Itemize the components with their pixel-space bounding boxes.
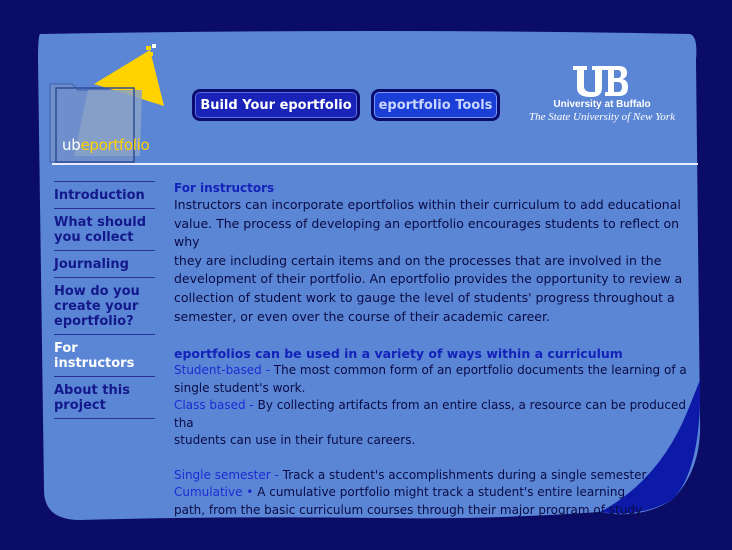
main-content [174, 181, 702, 519]
definition-text: By collecting artifacts from an entire class, a resource can be produced tha [174, 398, 687, 430]
definition-text: A cumulative portfolio might track a student's entire learning [253, 485, 626, 500]
uses-section [174, 345, 702, 519]
definition-term: Class based - [174, 398, 254, 413]
sidebar-nav [54, 181, 155, 419]
definition-cumulative [174, 484, 702, 519]
definition-student-based [174, 362, 702, 397]
sidebar-item-what-should-you-collect[interactable]: What should you collect [54, 208, 155, 250]
intro-paragraph [174, 196, 702, 326]
definition-single-semester [174, 467, 702, 485]
university-name: University at Buffalo [553, 99, 651, 110]
definition-class-based [174, 397, 702, 450]
eportfolio-tools-button[interactable]: eportfolio Tools [371, 89, 500, 121]
intro-line: development of their portfolio. An eportfolio provides the opportunity to review a [174, 271, 683, 287]
definition-text: single student's work. [174, 380, 306, 395]
definition-text: students can use in their future careers. [174, 433, 416, 448]
header-divider [52, 163, 698, 165]
intro-line: value. The process of developing an eportfolio encourages students to reflect on why [174, 215, 680, 250]
spacer [174, 450, 702, 467]
definition-term: Single semester - [174, 467, 279, 482]
logo-suffix: eportfolio [80, 136, 150, 154]
sidebar-item-for-instructors[interactable]: For instructors [54, 334, 155, 376]
definition-text: The most common form of an eportfolio documents the learning of a [269, 363, 687, 378]
university-subtitle: The State University of New York [529, 111, 675, 123]
intro-line: Instructors can incorporate eportfolios within their curriculum to add educational [174, 197, 681, 212]
sidebar-item-about-project[interactable]: About this project [54, 376, 155, 419]
definition-term: Student-based - [174, 363, 270, 378]
intro-line: collection of student work to gauge the level of students' progress throughout a [174, 289, 675, 305]
logo-wordmark [62, 136, 149, 154]
sidebar-item-introduction[interactable]: Introduction [54, 181, 155, 208]
intro-line: semester, or even over the course of their academic career. [174, 308, 550, 324]
sidebar-item-create-eportfolio[interactable]: How do you create your eportfolio? [54, 277, 155, 334]
intro-line: they are including certain items and on the processes that are involved in the [174, 252, 662, 268]
page-title: For instructors [174, 181, 275, 195]
build-eportfolio-button[interactable]: Build Your eportfolio [192, 89, 360, 121]
section-subheading: eportfolios can be used in a variety of ways within a curriculum [174, 346, 623, 362]
definition-text: path, from the basic curriculum courses through their major program of study. [174, 502, 645, 517]
ub-logo-icon [571, 64, 629, 98]
definition-text: Track a student's accomplishments during a single semester. [278, 467, 650, 482]
sidebar-item-journaling[interactable]: Journaling [54, 250, 155, 277]
definition-term: Cumulative • [174, 485, 254, 500]
logo-prefix: ub [62, 136, 81, 154]
